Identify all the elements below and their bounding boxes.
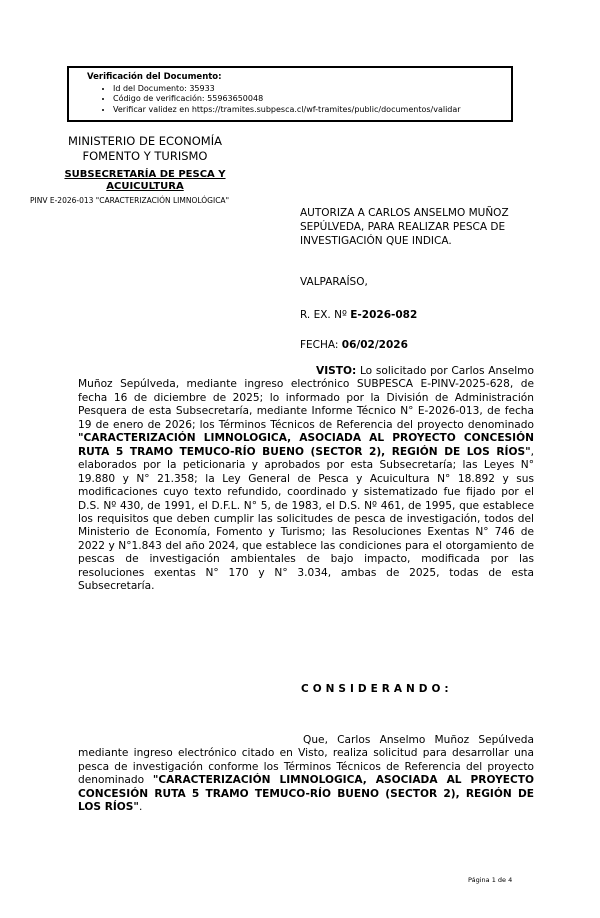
subsecretaria-name-line1: SUBSECRETARÍA DE PESCA Y [64, 169, 226, 180]
ministry-name-line2: FOMENTO Y TURISMO [82, 148, 208, 163]
verification-box [67, 66, 513, 122]
resolution-number-value: E-2026-082 [350, 309, 418, 321]
date-line [300, 339, 408, 351]
ministry-name-line1: MINISTERIO DE ECONOMÍA [68, 134, 222, 148]
verification-item-url: • Verificar validez en https://tramites.subpesca.cl/wf-tramites/public/documentos/validar [113, 105, 511, 116]
subsecretaria-name-line2: ACUICULTURA [106, 180, 184, 192]
date-label: FECHA: [300, 339, 342, 351]
resolution-number-line [300, 309, 417, 321]
project-reference: PINV E-2026-013 "CARACTERIZACIÓN LIMNOLÓGICA" [30, 196, 230, 205]
city-line: VALPARAÍSO, [300, 276, 368, 288]
visto-paragraph [78, 365, 534, 594]
verification-list [87, 84, 511, 116]
considerando-text-1: Que, Carlos Anselmo Muñoz Sepúlveda mediante ingreso electrónico citado en Visto, realiza solicitud para desarrollar una pesca de investigación conforme los Términos Técnicos de Referencia del proyecto denominado [78, 734, 534, 787]
verification-title: Verificación del Documento: [87, 72, 222, 82]
verification-item-document-id: • Id del Documento: 35933 [113, 84, 511, 95]
visto-text-1: Lo solicitado por Carlos Anselmo Muñoz Sepúlveda, mediante ingreso electrónico SUBPESCA E-PINV-2025-628, de fecha 16 de diciembre de 2025; lo informado por la División de Administración Pesquera de esta Subsecretaría, mediante Informe Técnico N° E-2026-013, de fecha 19 de enero de 2026; los Términos Técnicos de Referencia del proyecto denominado [78, 365, 534, 431]
visto-text-2: , elaborados por la peticionaria y aprobados por esta Subsecretaría; las Leyes N° 19.880 y N° 21.358; la Ley General de Pesca y Acuicultura N° 18.892 y sus modificaciones cuyo texto refundido, coordinado y sistematizado fue fijado por el D.S. Nº 430, de 1991, el D.F.L. N° 5, de 1983, el D.S. Nº 461, de 1995, que establece los requisitos que deben cumplir las solicitudes de pesca de investigación, todos del Ministerio de Economía, Fomento y Turismo; las Resoluciones Exentas N° 746 de 2022 y N°1.843 del año 2024, que establece las condiciones para el otorgamiento de pescas de investigación ambientales de bajo impacto, modificada por las resoluciones exentas N° 170 y N° 3.034, ambas de 2025, todas de esta Subsecretaría. [78, 445, 534, 593]
considerando-heading: CONSIDERANDO: [301, 683, 453, 695]
resolution-subject: AUTORIZA A CARLOS ANSELMO MUÑOZ SEPÚLVEDA, PARA REALIZAR PESCA DE INVESTIGACIÓN QUE INDICA. [300, 207, 509, 247]
considerando-text-2: . [138, 801, 143, 814]
letterhead [25, 134, 265, 192]
visto-project-name: "CARACTERIZACIÓN LIMNOLOGICA, ASOCIADA AL PROYECTO CONCESIÓN RUTA 5 TRAMO TEMUCO-RÍO BUENO (SECTOR 2), REGIÓN DE LOS RÍOS" [78, 432, 534, 458]
considerando-paragraph [78, 734, 534, 815]
considerando-project-name: "CARACTERIZACIÓN LIMNOLOGICA, ASOCIADA AL PROYECTO CONCESIÓN RUTA 5 TRAMO TEMUCO-RÍO BUENO (SECTOR 2), REGIÓN DE LOS RÍOS" [78, 774, 534, 814]
page-number: Página 1 de 4 [468, 876, 513, 884]
resolution-number-label: R. EX. Nº [300, 309, 351, 321]
date-value: 06/02/2026 [341, 339, 408, 351]
visto-label: VISTO: [316, 365, 357, 377]
verification-item-code: • Código de verificación: 55963650048 [113, 94, 511, 105]
